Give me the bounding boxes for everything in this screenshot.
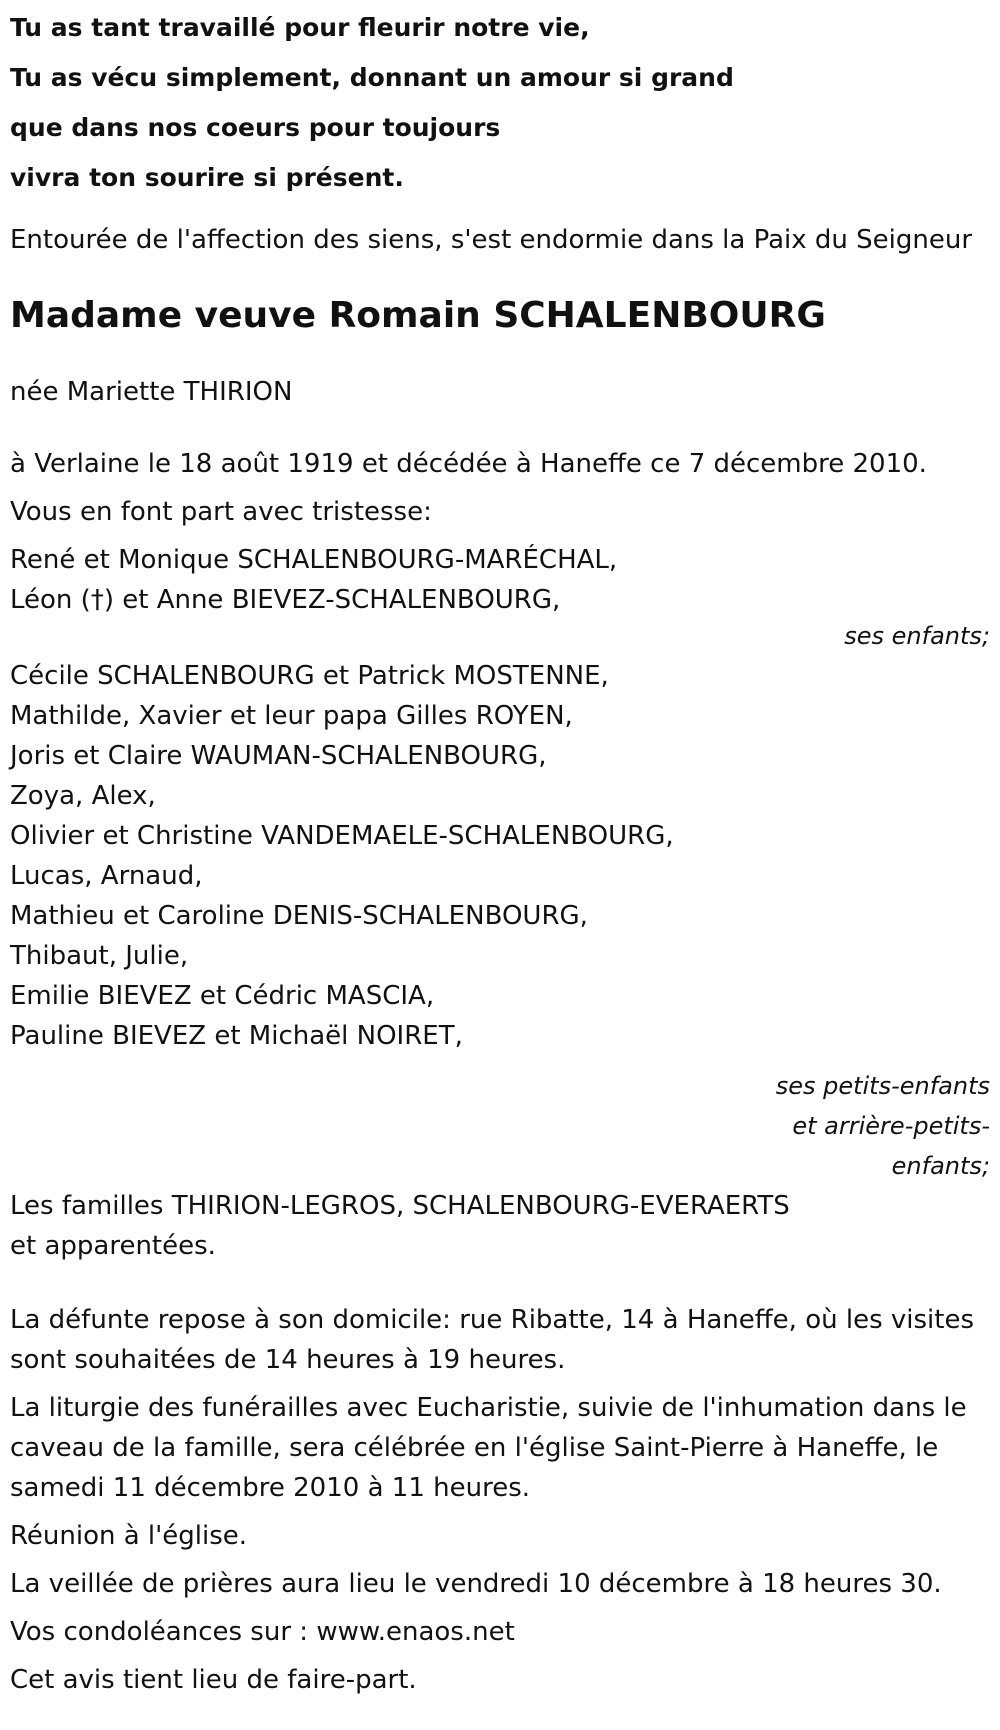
liturgy-line: caveau de la famille, sera célébrée en l'église Saint-Pierre à Haneffe, le (10, 1433, 939, 1463)
children-line (10, 580, 990, 620)
repose-line: La défunte repose à son domicile: rue Ribatte, 14 à Haneffe, où les visites (10, 1305, 975, 1335)
repose-line: sont souhaitées de 14 heures à 19 heures. (10, 1345, 566, 1375)
maiden-name: née Mariette THIRION (10, 377, 293, 407)
families-line: Les familles THIRION-LEGROS, SCHALENBOURG-EVERAERTS (10, 1191, 790, 1221)
grandchildren-role-line: et arrière-petits- (792, 1112, 990, 1140)
children-line-text: Léon ( (10, 585, 91, 615)
grandchildren-list (10, 656, 990, 1056)
birth-death-info: à Verlaine le 18 août 1919 et décédée à Haneffe ce 7 décembre 2010. (10, 449, 927, 479)
vigil-info: La veillée de prières aura lieu le vendredi 10 décembre à 18 heures 30. (10, 1569, 942, 1599)
grandchild-line: Olivier et Christine VANDEMAELE-SCHALENBOURG, (10, 821, 674, 851)
notice-info: Cet avis tient lieu de faire-part. (10, 1665, 417, 1695)
obituary-notice (10, 0, 990, 1700)
announcement-line: Vous en font part avec tristesse: (10, 497, 432, 527)
grandchild-line: Zoya, Alex, (10, 781, 156, 811)
grandchild-line: Cécile SCHALENBOURG et Patrick MOSTENNE, (10, 661, 609, 691)
cross-icon: † (90, 585, 104, 615)
deceased-name: Madame veuve Romain SCHALENBOURG (10, 295, 826, 336)
liturgy-info (10, 1388, 995, 1508)
grandchild-line: Emilie BIEVEZ et Cédric MASCIA, (10, 981, 435, 1011)
condolences-info: Vos condoléances sur : www.enaos.net (10, 1617, 515, 1647)
grandchildren-role-line: ses petits-enfants (775, 1072, 990, 1100)
children-role: ses enfants; (844, 622, 990, 650)
poem-line: Tu as tant travaillé pour fleurir notre vie, (10, 13, 590, 42)
grandchild-line: Joris et Claire WAUMAN-SCHALENBOURG, (10, 741, 547, 771)
grandchild-line: Thibaut, Julie, (10, 941, 189, 971)
poem-line: Tu as vécu simplement, donnant un amour si grand (10, 63, 734, 92)
families-line: et apparentées. (10, 1231, 216, 1261)
liturgy-line: samedi 11 décembre 2010 à 11 heures. (10, 1473, 530, 1503)
repose-info (10, 1300, 995, 1380)
intro-text: Entourée de l'affection des siens, s'est endormie dans la Paix du Seigneur (10, 225, 973, 255)
grandchild-line: Lucas, Arnaud, (10, 861, 203, 891)
grandchildren-role-line: enfants; (891, 1152, 990, 1180)
poem (10, 0, 990, 206)
children-line: René et Monique SCHALENBOURG-MARÉCHAL, (10, 545, 618, 575)
poem-line: vivra ton sourire si présent. (10, 163, 404, 192)
grandchild-line: Pauline BIEVEZ et Michaël NOIRET, (10, 1021, 463, 1051)
children-line-text: ) et Anne BIEVEZ-SCHALENBOURG, (103, 585, 561, 615)
grandchildren-role (10, 1066, 990, 1186)
poem-line: que dans nos coeurs pour toujours (10, 113, 501, 142)
grandchild-line: Mathieu et Caroline DENIS-SCHALENBOURG, (10, 901, 588, 931)
liturgy-line: La liturgie des funérailles avec Eucharistie, suivie de l'inhumation dans le (10, 1393, 967, 1423)
grandchild-line: Mathilde, Xavier et leur papa Gilles ROYEN, (10, 701, 573, 731)
meeting-info: Réunion à l'église. (10, 1521, 248, 1551)
